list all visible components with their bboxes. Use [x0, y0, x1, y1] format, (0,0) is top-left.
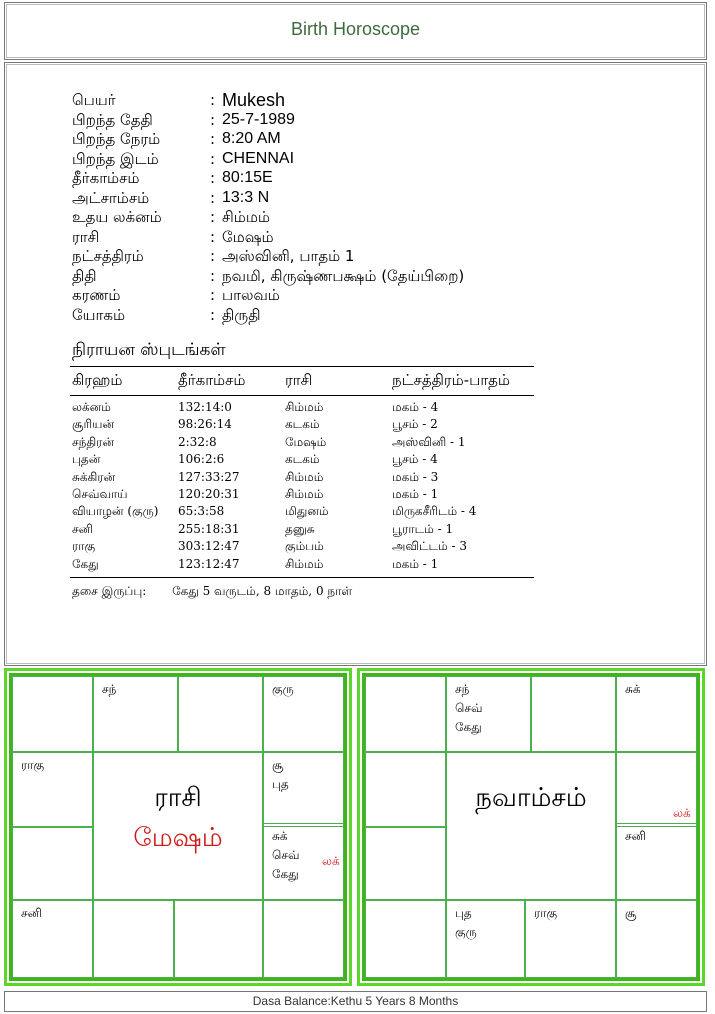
detail-colon: :: [210, 208, 216, 226]
planet-label: சூ: [272, 758, 284, 772]
chart-center-title: நவாம்சம்: [475, 783, 587, 813]
planet-cell: சனி: [72, 521, 93, 536]
detail-colon: :: [210, 91, 216, 109]
chart-center: [446, 752, 616, 900]
rasi-cell: சிம்மம்: [285, 469, 324, 484]
lagnam-marker: லக்: [322, 854, 340, 868]
planet-label: சந்: [102, 682, 117, 696]
table-header-rasi: ராசி: [285, 371, 313, 389]
detail-label: திதி: [72, 266, 97, 285]
star-cell: அவிட்டம் - 3: [392, 539, 468, 554]
detail-value: பாலவம்: [222, 286, 280, 304]
house-taurus: [531, 676, 616, 752]
table-header-planet: கிரஹம்: [72, 371, 123, 389]
house-pisces: [365, 676, 446, 752]
planet-cell: ராகு: [72, 539, 96, 554]
table-row: [0, 521, 600, 538]
detail-value: 80:15E: [222, 169, 273, 186]
house-aquarius: [365, 752, 446, 827]
detail-value: 8:20 AM: [222, 130, 281, 147]
detail-value: 25-7-1989: [222, 110, 295, 128]
detail-colon: :: [210, 247, 216, 265]
chart-center-title: ராசி: [154, 783, 202, 813]
planet-cell: சுக்கிரன்: [72, 469, 116, 484]
planet-cell: வியாழன் (குரு): [72, 504, 159, 519]
star-cell: மகம் - 3: [392, 469, 439, 484]
planet-label: கேது: [272, 867, 299, 881]
table-row: [0, 486, 600, 503]
dasa-irupu: [72, 584, 352, 600]
house-aries: [446, 676, 531, 752]
longitude-cell: 303:12:47: [178, 539, 240, 554]
planet-label: சுக்: [272, 829, 288, 843]
longitude-cell: 127:33:27: [178, 469, 240, 484]
dasa-value: கேது 5 வருடம், 8 மாதம், 0 நாள்: [172, 584, 353, 598]
detail-label: பிறந்த இடம்: [72, 149, 159, 168]
detail-colon: :: [210, 227, 216, 246]
star-cell: அஸ்வினி - 1: [392, 434, 466, 449]
house-capricorn: [12, 827, 93, 900]
star-cell: மகம் - 1: [392, 556, 439, 571]
longitude-cell: 120:20:31: [178, 487, 240, 501]
table-row: [0, 538, 600, 555]
longitude-cell: 123:12:47: [178, 556, 240, 571]
table-row: [0, 434, 600, 451]
star-cell: பூராடம் - 1: [392, 521, 454, 536]
chart-center-rasi: மேஷம்: [133, 823, 223, 853]
rasi-cell: கும்பம்: [285, 539, 324, 554]
table-row: [0, 451, 600, 468]
rasi-cell: கடகம்: [285, 452, 320, 467]
planet-label: புத: [455, 906, 472, 920]
planet-label: செவ்: [455, 701, 483, 715]
planet-label: புத: [272, 777, 289, 791]
dasa-balance: Dasa Balance:Kethu 5 Years 8 Months: [252, 994, 459, 1008]
detail-label: உதய லக்னம்: [72, 208, 162, 226]
lagnam-marker: லக்: [673, 806, 691, 820]
planet-label: ராகு: [21, 758, 45, 772]
house-sagittarius: [12, 900, 93, 978]
star-cell: மகம் - 4: [392, 400, 439, 414]
detail-colon: :: [210, 305, 216, 324]
house-gemini: [263, 676, 344, 752]
longitude-cell: 132:14:0: [178, 400, 232, 414]
page-title: Birth Horoscope: [290, 19, 421, 39]
detail-label: தீர்காம்சம்: [72, 169, 140, 187]
detail-label: நட்சத்திரம்: [72, 247, 144, 265]
chart-center: [93, 752, 263, 900]
longitude-cell: 106:2:6: [178, 452, 225, 467]
detail-value: நவமி, கிருஷ்ணபக்ஷம் (தேய்பிறை): [222, 266, 465, 285]
detail-value: Mukesh: [222, 90, 286, 110]
detail-value: மேஷம்: [222, 227, 274, 246]
star-cell: மிருகசீரிடம் - 4: [392, 504, 477, 519]
planet-label: குரு: [455, 925, 477, 939]
house-virgo: [263, 900, 344, 978]
planet-label: சனி: [21, 906, 42, 920]
planet-label: செவ்: [272, 848, 300, 862]
house-leo: [616, 823, 697, 900]
table-row: [0, 556, 600, 573]
longitude-cell: 255:18:31: [178, 521, 240, 536]
detail-colon: :: [210, 188, 216, 207]
star-cell: பூசம் - 4: [392, 452, 438, 467]
house-sagittarius: [365, 900, 446, 978]
star-cell: மகம் - 1: [392, 487, 439, 501]
title-panel: [4, 2, 707, 60]
house-pisces: [12, 676, 93, 752]
longitude-cell: 65:3:58: [178, 504, 225, 519]
rasi-cell: கடகம்: [285, 417, 320, 432]
table-header-star: நட்சத்திரம்-பாதம்: [392, 371, 511, 389]
planet-label: சந்: [455, 682, 470, 696]
detail-label: பெயர்: [72, 91, 116, 109]
table-bottom-rule: [70, 577, 534, 578]
rasi-cell: தனுசு: [285, 521, 315, 536]
planet-cell: புதன்: [72, 452, 101, 467]
planet-cell: சூரியன்: [72, 417, 115, 432]
star-cell: பூசம் - 2: [392, 417, 438, 432]
house-scorpio: [93, 900, 174, 978]
detail-value: 13:3 N: [222, 188, 270, 206]
detail-label: ராசி: [72, 227, 100, 246]
house-aquarius: [12, 752, 93, 827]
table-row: [0, 469, 600, 486]
house-capricorn: [365, 827, 446, 900]
house-cancer: [263, 752, 344, 827]
detail-label: பிறந்த தேதி: [72, 110, 153, 129]
detail-colon: :: [210, 110, 216, 129]
planet-cell: செவ்வாய்: [72, 487, 128, 501]
nirayana-title: நிராயன ஸ்புடங்கள்: [72, 340, 226, 360]
detail-value: சிம்மம்: [222, 208, 270, 226]
planet-label: சனி: [625, 829, 646, 843]
house-libra: [174, 900, 263, 978]
house-scorpio: [446, 900, 525, 978]
planet-cell: லக்னம்: [72, 400, 111, 414]
planet-label: கேது: [455, 720, 482, 734]
detail-value: அஸ்வினி, பாதம் 1: [222, 247, 355, 265]
longitude-cell: 98:26:14: [178, 417, 232, 432]
dasa-label: தசை இருப்பு:: [72, 584, 147, 598]
rasi-cell: மிதுனம்: [285, 504, 329, 519]
detail-label: பிறந்த நேரம்: [72, 130, 161, 148]
table-row: [0, 399, 600, 416]
detail-colon: :: [210, 266, 216, 285]
planet-label: சுக்: [625, 682, 641, 696]
planet-label: ராகு: [534, 906, 558, 920]
rasi-cell: சிம்மம்: [285, 556, 324, 571]
longitude-cell: 2:32:8: [178, 434, 217, 449]
table-top-rule: [70, 366, 534, 367]
planet-label: சூ: [625, 906, 637, 920]
house-aries: [93, 676, 178, 752]
footer-panel: [4, 991, 707, 1012]
rasi-chart: [4, 668, 352, 986]
detail-value: CHENNAI: [222, 149, 295, 167]
detail-label: அட்சாம்சம்: [72, 188, 150, 207]
planet-cell: சந்திரன்: [72, 434, 115, 449]
rasi-cell: சிம்மம்: [285, 400, 324, 414]
house-libra: [525, 900, 616, 978]
detail-value: திருதி: [222, 305, 261, 324]
rasi-cell: மேஷம்: [285, 434, 327, 449]
detail-label: கரணம்: [72, 286, 121, 304]
detail-label: யோகம்: [72, 305, 126, 324]
planet-cell: கேது: [72, 556, 99, 571]
table-row: [0, 416, 600, 433]
detail-colon: :: [210, 286, 216, 304]
table-header-rule: [70, 395, 534, 396]
table-header-longitude: தீர்காம்சம்: [178, 371, 246, 389]
table-row: [0, 503, 600, 520]
navamsa-chart: [357, 668, 705, 986]
detail-colon: :: [210, 149, 216, 168]
house-virgo: [616, 900, 697, 978]
detail-colon: :: [210, 169, 216, 187]
planet-label: குரு: [272, 682, 294, 696]
house-gemini: [616, 676, 697, 752]
detail-colon: :: [210, 130, 216, 148]
rasi-cell: சிம்மம்: [285, 487, 324, 501]
house-taurus: [178, 676, 263, 752]
